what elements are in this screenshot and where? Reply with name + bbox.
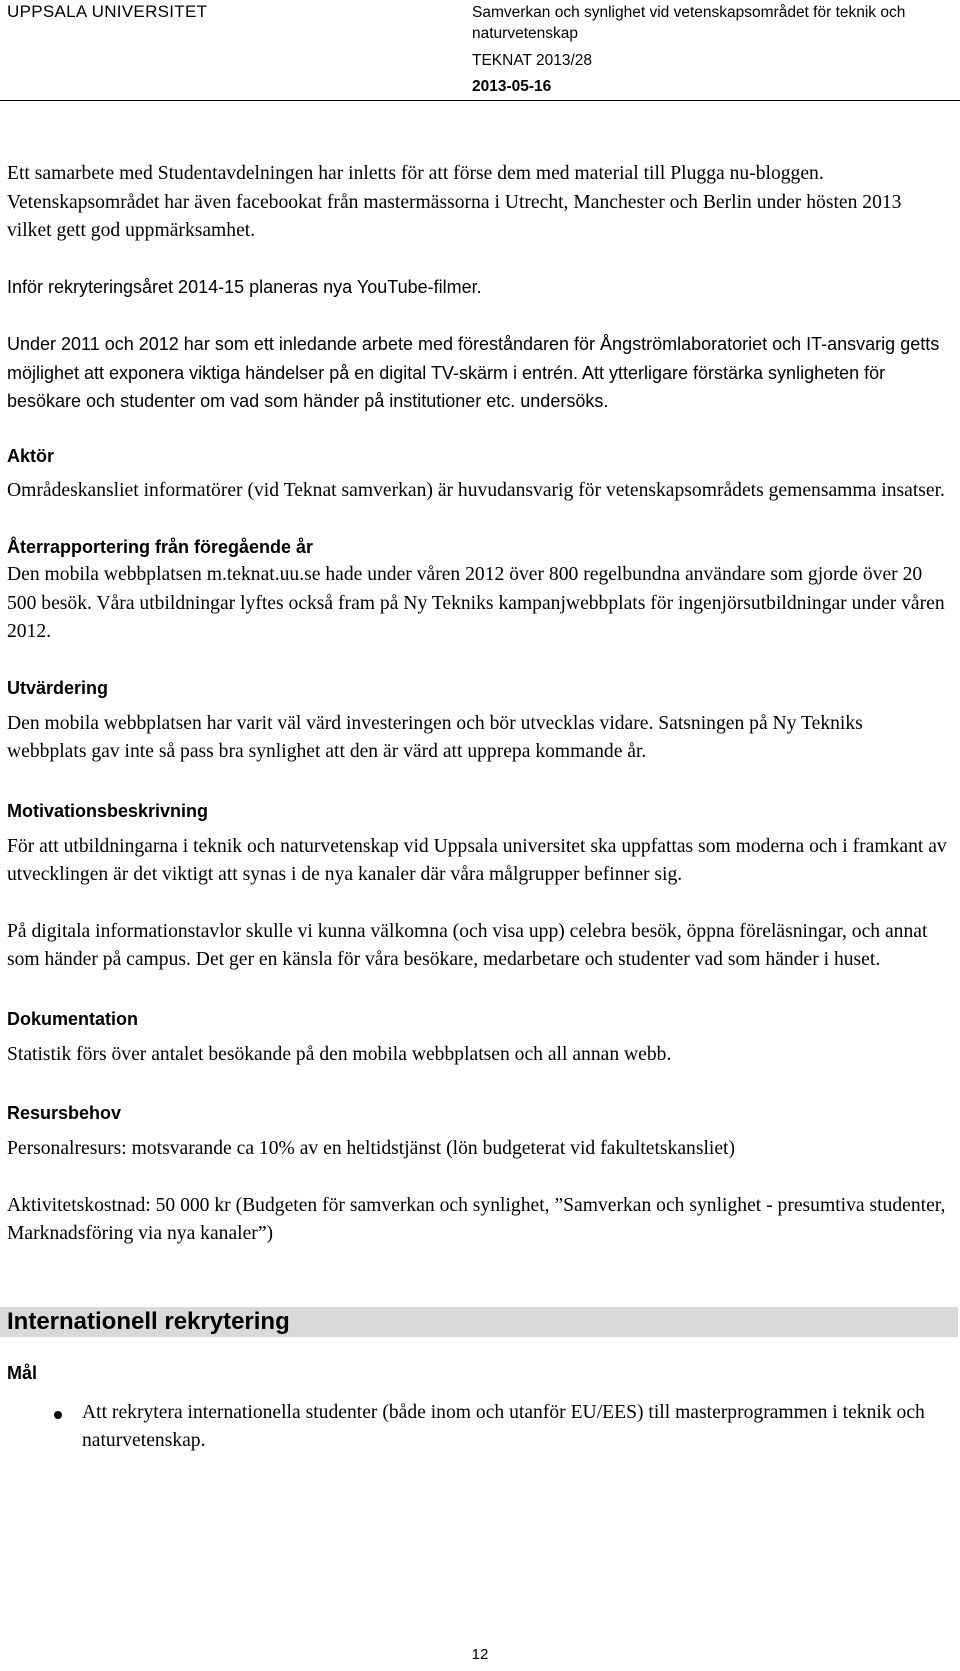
goal-text: Att rekrytera internationella studenter (både inom och utanför EU/EES) till masterprogrammen i teknik och naturvetenskap. <box>82 1401 925 1451</box>
document-date: 2013-05-16 <box>472 78 552 95</box>
document-number: TEKNAT 2013/28 <box>472 52 593 69</box>
university-name: UPPSALA UNIVERSITET <box>7 2 208 21</box>
paragraph-utvardering: Den mobila webbplatsen har varit väl värd investeringen och bör utvecklas vidare. Satsningen på Ny Tekniks webbplats gav inte så pass bra synlighet att den är värd att upprepa kommande år. <box>7 712 863 762</box>
heading-aterrapportering: Återrapportering från föregående år <box>7 537 314 557</box>
paragraph-aktor: Områdeskansliet informatörer (vid Teknat samverkan) är huvudansvarig för vetenskapsområdets gemensamma insatser. <box>7 479 945 501</box>
paragraph-motivation-1: För att utbildningarna i teknik och naturvetenskap vid Uppsala universitet ska uppfattas som moderna och i framkant av utvecklingen är det viktigt att synas i de nya kanaler där våra målgrupper befinner sig. <box>7 835 947 885</box>
paragraph-collaboration: Ett samarbete med Studentavdelningen har inletts för att förse dem med material till Plugga nu-bloggen. Vetenskapsområdet har även facebookat från mastermässorna i Utrecht, Manchester och Berlin under hösten 2013 vilket gett god uppmärksamhet. <box>7 163 902 241</box>
header-info <box>472 2 942 96</box>
paragraph-resursbehov-2: Aktivitetskostnad: 50 000 kr (Budgeten för samverkan och synlighet, ”Samverkan och synlighet - presumtiva studenter, Marknadsföring via nya kanaler”) <box>7 1194 946 1244</box>
document-title: Samverkan och synlighet vid vetenskapsområdet för teknik och naturvetenskap <box>472 4 906 42</box>
heading-aktor: Aktör <box>7 445 55 466</box>
goal-list <box>7 1399 947 1456</box>
heading-utvardering: Utvärdering <box>7 677 109 698</box>
heading-resursbehov: Resursbehov <box>7 1103 122 1123</box>
heading-mal: Mål <box>7 1362 38 1383</box>
heading-motivation: Motivationsbeskrivning <box>7 800 209 821</box>
bullet-icon <box>54 1411 62 1419</box>
page-number: 12 <box>471 1646 489 1663</box>
list-item <box>7 1399 947 1456</box>
page-header <box>0 0 960 101</box>
document-body <box>7 160 947 1456</box>
paragraph-youtube: Inför rekryteringsåret 2014-15 planeras nya YouTube-filmer. <box>7 276 482 297</box>
paragraph-aterrapportering: Den mobila webbplatsen m.teknat.uu.se hade under våren 2012 över 800 regelbundna användare som gjorde över 20 500 besök. Våra utbildningar lyftes också fram på Ny Tekniks kampanjwebbplats för ingenjörsutbildningar under våren 2012. <box>7 564 945 642</box>
paragraph-resursbehov-1: Personalresurs: motsvarande ca 10% av en heltidstjänst (lön budgeterat vid fakultetskansliet) <box>7 1138 736 1159</box>
heading-dokumentation: Dokumentation <box>7 1008 139 1029</box>
paragraph-dokumentation: Statistik förs över antalet besökande på den mobila webbplatsen och all annan webb. <box>7 1043 672 1065</box>
paragraph-motivation-2: På digitala informationstavlor skulle vi kunna välkomna (och visa upp) celebra besök, öppna föreläsningar, och annat som händer på campus. Det ger en känsla för våra besökare, medarbetare och studenter vad som händer i huset. <box>7 920 928 970</box>
section-banner-international: Internationell rekrytering <box>0 1307 958 1337</box>
paragraph-digital-screen: Under 2011 och 2012 har som ett inledande arbete med föreståndaren för Ångströmlaboratoriet och IT-ansvarig getts möjlighet att exponera viktiga händelser på en digital TV-skärm i entrén. Att ytterligare förstärka synligheten för besökare och studenter om vad som händer på institutioner etc. undersöks. <box>7 334 940 411</box>
